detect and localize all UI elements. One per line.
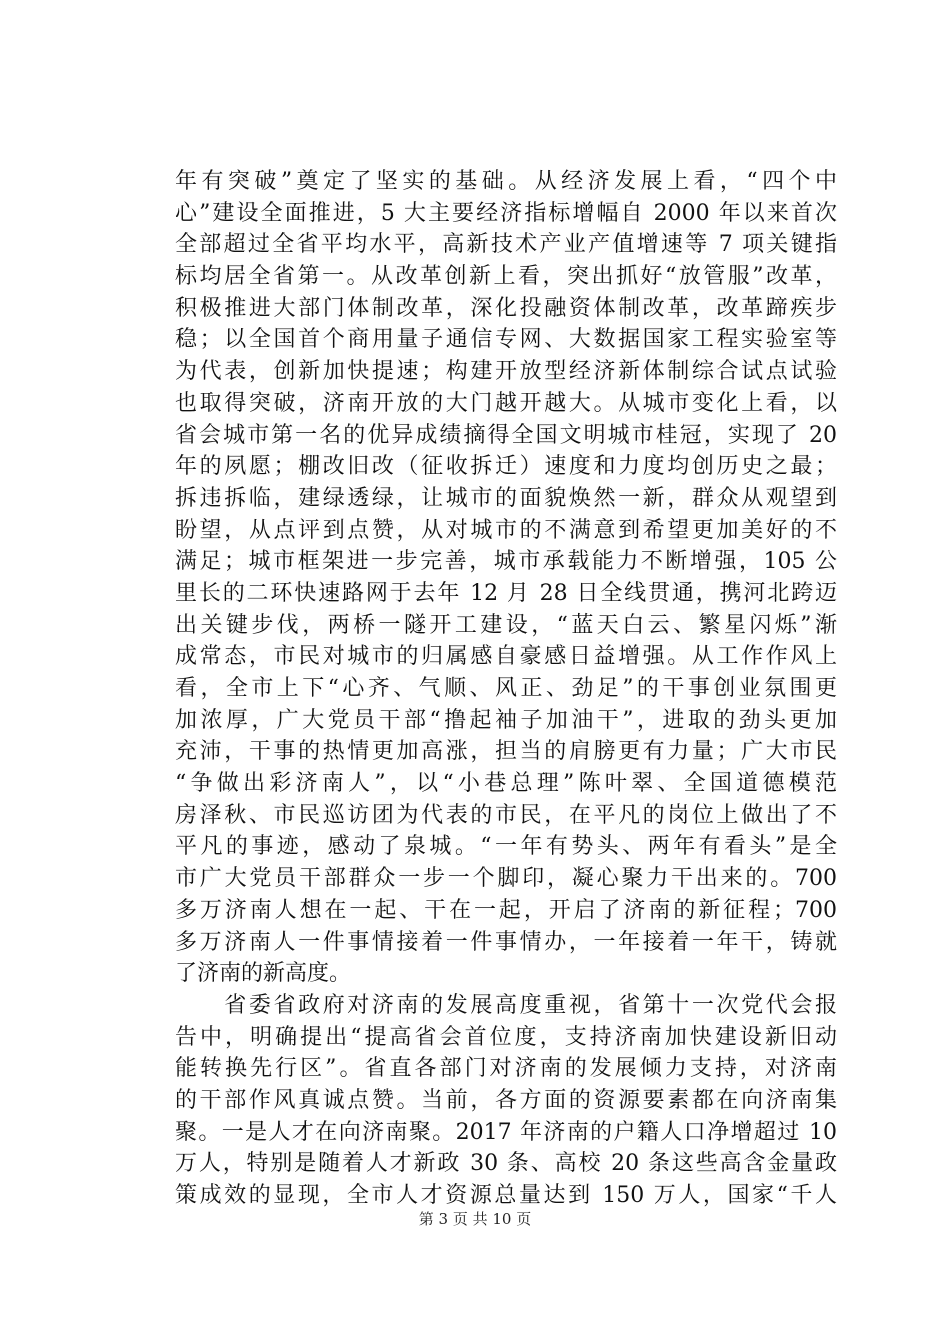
text-line: 为代表，创新加快提速；构建开放型经济新体制综合试点试验	[175, 359, 837, 385]
text-line: 告中，明确提出“提高省会首位度，支持济南加快建设新旧动	[175, 1024, 837, 1050]
text-line: 房泽秋、市民巡访团为代表的市民，在平凡的岗位上做出了不	[175, 802, 837, 828]
text-line: 积极推进大部门体制改革，深化投融资体制改革，改革蹄疾步	[175, 295, 837, 321]
text-line: 全部超过全省平均水平，高新技术产业产值增速等 7 项关键指	[175, 232, 837, 258]
text-line: 了济南的新高度。	[175, 961, 352, 987]
text-line: 策成效的显现，全市人才资源总量达到 150 万人，国家“千人	[175, 1183, 837, 1208]
text-line: 能转换先行区”。省直各部门对济南的发展倾力支持，对济南	[175, 1056, 837, 1082]
text-line: 充沛，干事的热情更加高涨，担当的肩膀更有力量；广大市民	[175, 739, 837, 765]
text-line: 平凡的事迹，感动了泉城。“一年有势头、两年有看头”是全	[175, 834, 837, 860]
text-line: 聚。一是人才在向济南聚。2017 年济南的户籍人口净增超过 10	[175, 1119, 837, 1145]
text-line: 年有突破”奠定了坚实的基础。从经济发展上看，“四个中	[175, 169, 837, 194]
text-line: 成常态，市民对城市的归属感自豪感日益增强。从工作作风上	[175, 644, 837, 670]
text-line: 万人，特别是随着人才新政 30 条、高校 20 条这些高含金量政	[175, 1151, 837, 1177]
text-line: 拆违拆临，建绿透绿，让城市的面貌焕然一新，群众从观望到	[175, 485, 837, 511]
text-line: 看，全市上下“心齐、气顺、风正、劲足”的干事创业氛围更	[175, 676, 837, 701]
text-line: 也取得突破，济南开放的大门越开越大。从城市变化上看，以	[175, 390, 837, 416]
text-line: 的干部作风真诚点赞。当前，各方面的资源要素都在向济南集	[175, 1087, 837, 1113]
text-line: “争做出彩济南人”，以“小巷总理”陈叶翠、全国道德模范	[175, 771, 837, 797]
text-line: 市广大党员干部群众一步一个脚印，凝心聚力干出来的。700	[175, 866, 837, 892]
text-line: 标均居全省第一。从改革创新上看，突出抓好“放管服”改革，	[175, 264, 837, 290]
text-line: 里长的二环快速路网于去年 12 月 28 日全线贯通，携河北跨迈	[175, 580, 837, 606]
text-line: 满足；城市框架进一步完善，城市承载能力不断增强，105 公	[175, 549, 837, 575]
text-line: 年的夙愿；棚改旧改（征收拆迁）速度和力度均创历史之最；	[175, 454, 837, 480]
text-line: 多万济南人想在一起、干在一起，开启了济南的新征程；700	[175, 897, 837, 923]
text-line: 多万济南人一件事情接着一件事情办，一年接着一年干，铸就	[175, 929, 837, 955]
text-line: 省会城市第一名的优异成绩摘得全国文明城市桂冠，实现了 20	[175, 422, 837, 448]
text-line: 出关键步伐，两桥一隧开工建设，“蓝天白云、繁星闪烁”渐	[175, 612, 837, 638]
text-line: 省委省政府对济南的发展高度重视，省第十一次党代会报	[175, 992, 837, 1018]
body-text	[175, 166, 837, 1212]
text-line: 加浓厚，广大党员干部“撸起袖子加油干”，进取的劲头更加	[175, 707, 837, 733]
text-line: 盼望，从点评到点赞，从对城市的不满意到希望更加美好的不	[175, 517, 837, 543]
text-line: 心”建设全面推进，5 大主要经济指标增幅自 2000 年以来首次	[175, 200, 837, 226]
text-line: 稳；以全国首个商用量子通信专网、大数据国家工程实验室等	[175, 327, 837, 353]
page-footer: 第 3 页 共 10 页	[418, 1210, 532, 1228]
